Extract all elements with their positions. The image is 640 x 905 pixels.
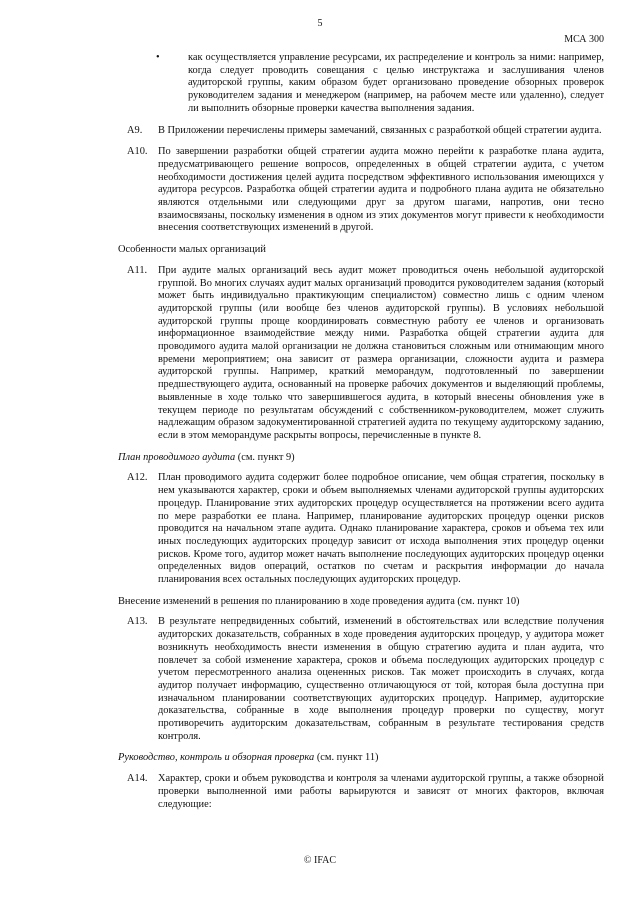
paragraph-text: В Приложении перечислены примеры замечаний, связанных с разработкой общей стратегии аудита. <box>158 124 602 136</box>
paragraph-text: Характер, сроки и объем руководства и контроля за членами аудиторской группы, а также обзорной проверки выполненной ими работы варьируются и зависят от многих факторов, включая следующие: <box>158 773 604 810</box>
paragraph-a12 <box>118 472 604 586</box>
paragraph-text: В результате непредвиденных событий, изменений в обстоятельствах или вследствие получения аудиторских доказательств, собранных в ходе проведения аудиторских процедур, у аудитора может возникнуть необходимость внести изменения в общую стратегию аудита и план аудита, что повлечет за собой изменение характера, сроков и объема последующих аудиторских процедур с учетом пересмотренного анализа оцененных рисков. Так может происходить в случаях, когда аудитор получает информацию, существенно отличающуюся от той, которая была доступна при изначальном планировании соответствующих аудиторских процедур. Например, аудиторские доказательства, собранные в ходе выполнения процедур проверки по существу, могут противоречить аудиторским доказательствам, собранным в результате тестирования средств контроля. <box>158 616 604 742</box>
paragraph-a11 <box>118 265 604 443</box>
paragraph-a10 <box>118 146 604 235</box>
heading-audit-plan <box>118 452 604 465</box>
paragraph-label: A13. <box>127 616 148 628</box>
paragraph-text: При аудите малых организаций весь аудит может проводиться очень небольшой аудиторской группой. Во многих случаях аудит малых организаций проводится руководителем задания (который может быть индивидуально практикующим специалистом) совместно лишь с одним членом аудиторской группы (или вообще без членов аудиторской группы). В условиях небольшой аудиторской группы проще координировать совместную работу ее членов и организовать информационное взаимодействие между ними. Разработка общей стратегии аудита для проводимого аудита малой организации не должна становиться сложным или отнимающим много времени мероприятием; она зависит от размера организации, сложности аудита и размера аудиторской группы. Например, краткий меморандум, подготовленный по завершении предшествующего аудита, основанный на проверке рабочих документов и выделяющий проблемы, выявленные в ходе только что завершившегося аудита, в который внесены обновления уже в текущем периоде по результатам обсуждений с собственником-руководителем, может служить надлежащим образом задокументированной стратегией аудита по текущему аудиторскому заданию, если в этом меморандуме раскрыты вопросы, перечисленные в пункте 8. <box>158 264 604 441</box>
heading-audit-plan-ref: (см. пункт 9) <box>237 451 295 463</box>
paragraph-label: A10. <box>127 146 148 158</box>
paragraph-label: A9. <box>127 124 143 136</box>
paragraph-label: A11. <box>127 264 148 276</box>
heading-changes: Внесение изменений в решения по планированию в ходе проведения аудита (см. пункт 10) <box>118 595 520 607</box>
document-code: МСА 300 <box>564 34 604 45</box>
heading-direction-title: Руководство, контроль и обзорная проверка <box>118 752 315 764</box>
paragraph-a9 <box>118 125 604 138</box>
bullet-item <box>118 52 604 116</box>
bullet-mark: • <box>156 52 160 63</box>
bullet-text: как осуществляется управление ресурсами, их распределение и контроль за ними: например, когда следует проводить совещания с целью инструктажа и заслушивания членов аудиторской группы, каким образом будет организовано проведение обзорных проверок руководителем задания и менеджером (например, на рабочем месте или удаленно), следует ли выполнить обзорные проверки качества выполнения задания. <box>188 52 604 114</box>
heading-small-entities: Особенности малых организаций <box>118 244 266 256</box>
paragraph-a14 <box>118 773 604 811</box>
footer-copyright: © IFAC <box>303 855 337 866</box>
paragraph-label: A14. <box>127 773 148 785</box>
heading-audit-plan-title: План проводимого аудита <box>118 451 236 463</box>
paragraph-text: По завершении разработки общей стратегии аудита можно перейти к разработке плана аудита, предусматривающего решение вопросов, определенных в общей стратегии аудита, с учетом необходимости достижения целей аудита посредством эффективного использования имеющихся у аудитора ресурсов. Разработка общей стратегии аудита и подробного плана аудита не обязательно являются отдельными или следующими друг за другом шагами, напротив, они тесно взаимосвязаны, поскольку изменения в одном из этих документов могут привести к необходимости внесения соответствующих изменений в другой. <box>158 146 604 234</box>
paragraph-label: A12. <box>127 472 148 484</box>
page-number: 5 <box>317 18 323 29</box>
page-content <box>118 52 604 820</box>
heading-direction <box>118 752 604 765</box>
paragraph-a13 <box>118 616 604 743</box>
heading-direction-ref: (см. пункт 11) <box>316 752 379 764</box>
paragraph-text: План проводимого аудита содержит более подробное описание, чем общая стратегия, поскольку в нем указываются характер, сроки и объем выполняемых членами аудиторской группы аудиторских процедур. Планирование этих аудиторских процедур осуществляется на протяжении всего аудита по мере разработки ее плана. Например, планирование аудиторских процедур оценки рисков проводится на начальном этапе аудита. Однако планирование характера, сроков и объема тех или иных последующих аудиторских процедур зависит от исхода выполнения этих процедур оценки рисков. Кроме того, аудитор может начать выполнение последующих аудиторских процедур оценки определенных видов операций, остатков по счетам и раскрытия информации до начала планирования всех остальных последующих аудиторских процедур. <box>158 472 604 586</box>
